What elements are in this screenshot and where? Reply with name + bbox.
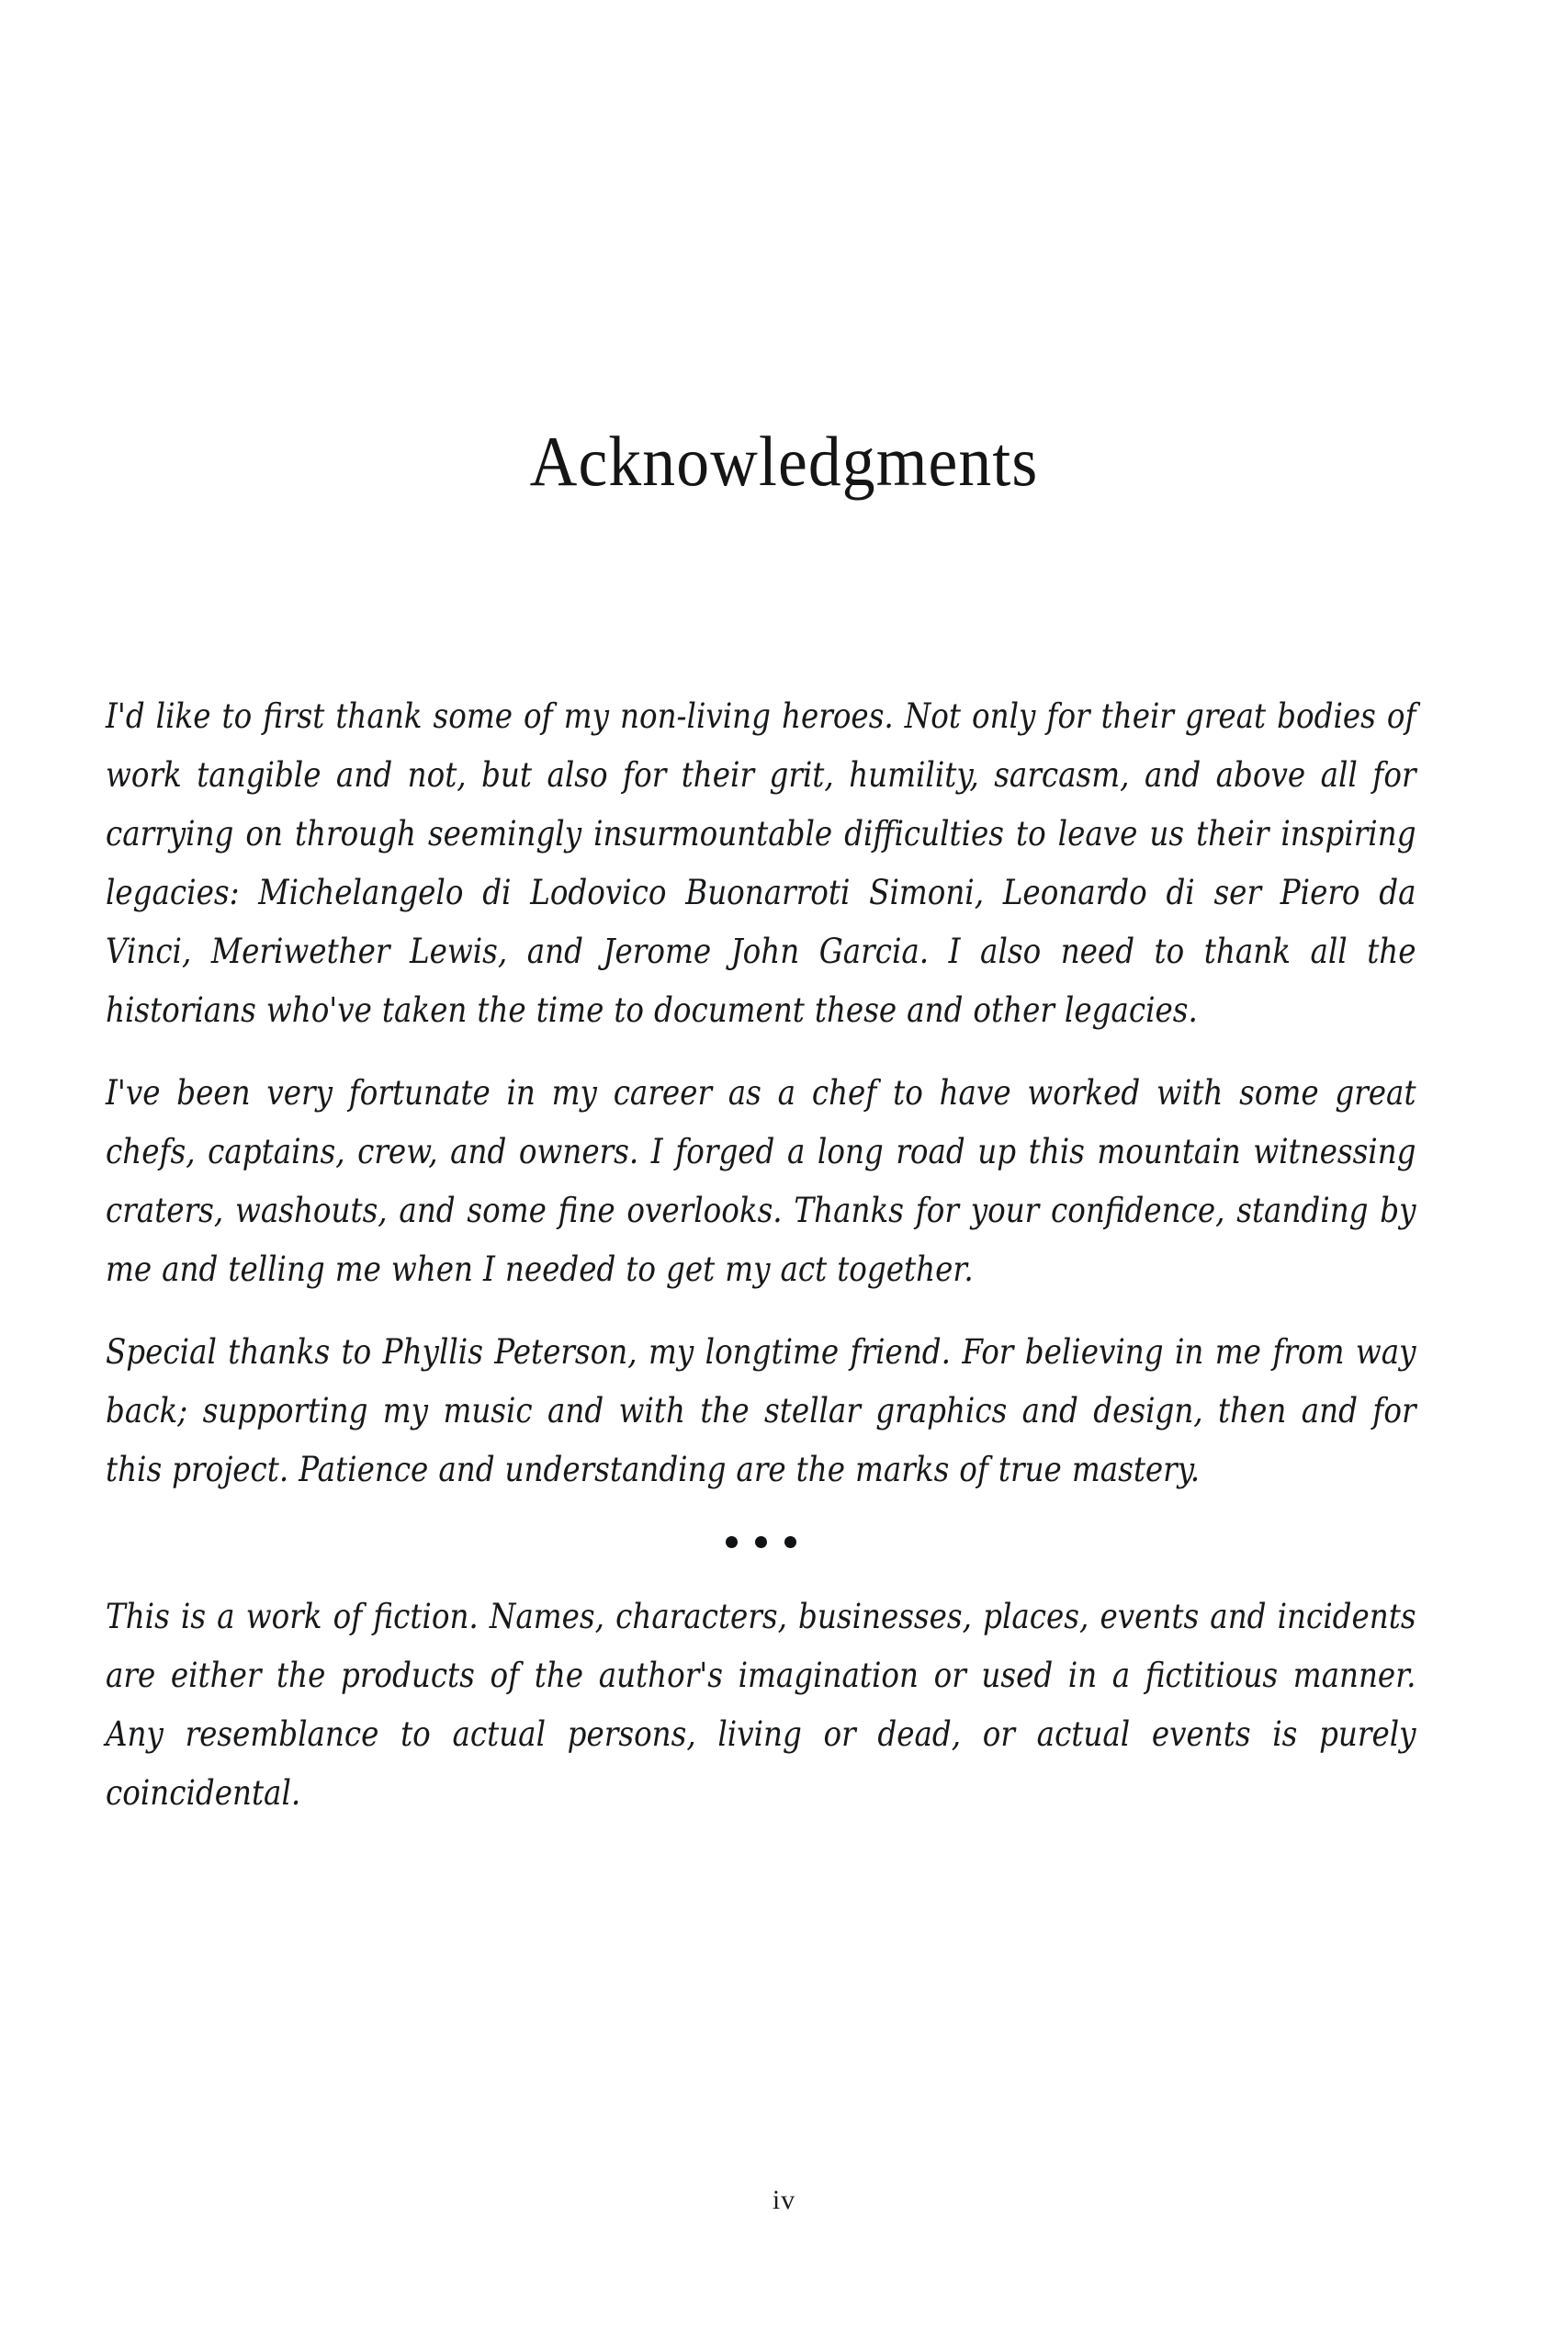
page-title: Acknowledgments <box>529 421 1039 501</box>
separator-dot-icon <box>726 1536 738 1548</box>
page-number: iv <box>772 2185 796 2215</box>
separator-dot-icon <box>784 1536 796 1548</box>
acknowledgments-paragraph-1: I'd like to first thank some of my non-living heroes. Not only for their great bodies of work tangible and not, but also for their grit, humility, sarcasm, and above all for carrying on through seemingly insurmountable difficulties to leave us their inspiring legacies: Michelangelo di Lodovico Buonarroti Simoni, Leonardo di ser Piero da Vinci, Meriwether Lewis, and Jerome John Garcia. I also need to thank all the historians who've taken the time to document these and other legacies. <box>106 696 1416 1030</box>
acknowledgments-paragraph-2: I've been very fortunate in my career as a chef to have worked with some great chefs, captains, crew, and owners. I forged a long road up this mountain witnessing craters, washouts, and some fine overlooks. Thanks for your confidence, standing by me and telling me when I needed to get my act together. <box>106 1073 1416 1289</box>
body-text-column <box>106 687 1416 1823</box>
acknowledgments-paragraph-3: Special thanks to Phyllis Peterson, my longtime friend. For believing in me from way back; supporting my music and with the stellar graphics and design, then and for this project. Patience and understanding are the marks of true mastery. <box>106 1332 1416 1489</box>
fiction-disclaimer-paragraph: This is a work of fiction. Names, characters, businesses, places, events and incidents are either the products of the author's imagination or used in a fictitious manner. Any resemblance to actual persons, living or dead, or actual events is purely coincidental. <box>106 1597 1416 1813</box>
dot-separator <box>106 1523 1416 1560</box>
separator-dot-icon <box>755 1536 767 1548</box>
